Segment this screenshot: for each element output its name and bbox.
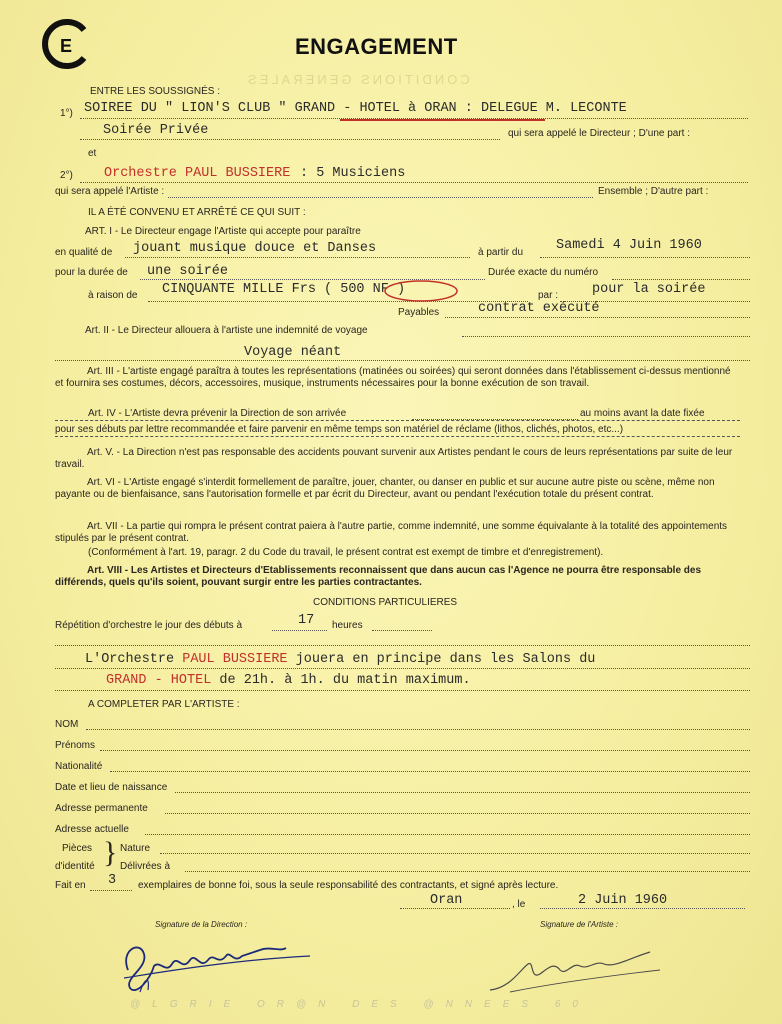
partir-label: à partir du — [478, 247, 524, 258]
repetition-rule — [272, 630, 327, 631]
conditions-rule3 — [55, 690, 750, 691]
duree-exacte-label: Durée exacte du numéro — [488, 267, 599, 278]
svg-text:E: E — [59, 36, 73, 56]
fait-value: 3 — [108, 873, 117, 888]
payables-label: Payables — [398, 307, 440, 318]
party1-text: SOIREE DU " LION'S CLUB " GRAND - HOTEL à ORAN : DELEGUE M. LECONTE — [84, 101, 627, 116]
agency-logo-icon — [38, 16, 94, 72]
entre-label: ENTRE LES SOUSSIGNÉS : — [90, 86, 221, 97]
art2-rule2 — [55, 360, 750, 361]
party2-prefix: qui sera appelé l'Artiste : — [55, 186, 165, 197]
par-value: pour la soirée — [592, 282, 706, 297]
place-rule — [400, 908, 510, 909]
art4-dash-bottom — [55, 436, 740, 437]
par-label: par : — [538, 290, 559, 301]
prenoms-label: Prénoms — [55, 740, 96, 751]
partir-value: Samedi 4 Juin 1960 — [556, 238, 702, 253]
nationalite-label: Nationalité — [55, 761, 103, 772]
artist-signature-icon — [480, 940, 680, 1000]
red-circle-annotation — [383, 279, 463, 303]
adresse-act-field[interactable] — [145, 834, 750, 835]
sig-artiste-label: Signature de l'Artiste : — [540, 920, 619, 929]
duree-value: une soirée — [147, 264, 229, 279]
partir-rule — [540, 257, 750, 258]
fait-rule — [90, 890, 132, 891]
ghost-text: CONDITIONS GENERALES — [245, 72, 470, 87]
duree-exacte-rule — [612, 279, 750, 280]
party1-line2: Soirée Privée — [103, 123, 209, 138]
delivrees-label: Délivrées à — [120, 861, 171, 872]
party2-extra: : 5 Musiciens — [300, 166, 406, 181]
party1-suffix: qui sera appelé le Directeur ; D'une part : — [508, 128, 691, 139]
party2-line2-rule — [168, 197, 593, 198]
et-label: et — [88, 148, 97, 159]
art7-note: (Conformément à l'art. 19, paragr. 2 du Code du travail, le présent contrat est exempt de timbre et d'enregistrement). — [88, 547, 604, 558]
heures-rule — [372, 630, 432, 631]
payables-value: contrat exécuté — [478, 301, 600, 316]
art2-value: Voyage néant — [244, 345, 342, 360]
art4-line2: pour ses débuts par lettre recommandée et faire parvenir en même temps son matériel de réclame (lithos, clichés, photos, etc...) — [55, 424, 624, 435]
date-rule — [540, 908, 745, 909]
art6-text: Art. VI - L'Artiste engagé s'interdit formellement de paraître, jouer, chanter, ou danser en public et sur aucune autre piste ou scène, même non payante ou de bienfaisance, sans l'autorisation formelle et par écrit du Directeur, avant ou pendant l'exécution totale du présent contrat. — [55, 477, 715, 500]
red-underline — [340, 119, 545, 121]
heures-label: heures — [332, 620, 363, 631]
repetition-label: Répétition d'orchestre le jour des débuts à — [55, 620, 243, 631]
art3-text: Art. III - L'artiste engagé paraîtra à toutes les représentations (matinées ou soirées) qui seront données dans l'établissement ci-dessus mentionné et fournira ses costumes, décors, accessoires, musique, instruments nécessaires pour la bonne exécution de son travail. — [55, 366, 731, 389]
direction-signature-icon — [110, 930, 320, 1000]
adresse-perm-field[interactable] — [165, 813, 750, 814]
repetition-value: 17 — [298, 613, 315, 628]
nature-field[interactable] — [160, 853, 750, 854]
watermark: @LGRIE OR@N DES @NNEES 60 — [130, 999, 590, 1010]
pieces-label: Pièces — [62, 843, 93, 854]
nom-label: NOM — [55, 719, 79, 730]
party1-line — [80, 118, 748, 119]
identite-label: d'identité — [55, 861, 95, 872]
payables-rule — [445, 317, 750, 318]
naissance-field[interactable] — [175, 792, 750, 793]
art2-rule — [462, 336, 750, 337]
conditions-rule2 — [55, 668, 750, 669]
nom-field[interactable] — [86, 729, 750, 730]
place-value: Oran — [430, 893, 463, 908]
art4-line1b: au moins avant la date fixée — [580, 408, 705, 419]
art1-label: ART. I - Le Directeur engage l'Artiste qui accepte pour paraître — [85, 226, 361, 237]
pieces-brace: } — [103, 836, 118, 869]
party1-line2-rule — [80, 139, 500, 140]
date-value: 2 Juin 1960 — [578, 893, 668, 908]
party2-name: Orchestre PAUL BUSSIERE — [104, 166, 291, 181]
art7-text: Art. VII - La partie qui rompra le présent contrat paiera à l'autre partie, comme indemnité, une somme équivalante à la totalité des appointements stipulés par le présent contrat. — [55, 521, 728, 544]
naissance-label: Date et lieu de naissance — [55, 782, 168, 793]
nature-label: Nature — [120, 843, 151, 854]
prenoms-field[interactable] — [100, 750, 750, 751]
art8-text: Art. VIII - Les Artistes et Directeurs d'Etablissements reconnaissent que dans aucun cas l'Agence ne pourra être responsable des différends, quels qu'ils soient, pouvant surgir entre les parties contractantes. — [55, 565, 702, 588]
convenu-heading: IL A ÉTÉ CONVENU ET ARRÊTÉ CE QUI SUIT : — [88, 207, 306, 218]
party1-number: 1°) — [60, 108, 73, 119]
document-title: ENGAGEMENT — [295, 34, 458, 59]
adresse-act-label: Adresse actuelle — [55, 824, 129, 835]
conditions-line2: GRAND - HOTEL de 21h. à 1h. du matin maximum. — [106, 673, 471, 688]
fait-text: exemplaires de bonne foi, sous la seule responsabilité des contractants, et signé après lecture. — [138, 880, 559, 891]
party2-line — [80, 182, 748, 183]
delivrees-field[interactable] — [185, 871, 750, 872]
raison-value: CINQUANTE MILLE Frs ( 500 NF ) — [162, 282, 406, 297]
nationalite-field[interactable] — [110, 771, 750, 772]
qualite-value: jouant musique douce et Danses — [133, 241, 377, 256]
party2-suffix: Ensemble ; D'autre part : — [598, 186, 709, 197]
fait-label: Fait en — [55, 880, 86, 891]
art5-text: Art. V. - La Direction n'est pas responsable des accidents pouvant survenir aux Artistes pendant le cours de leurs représentations par suite de leur travail. — [55, 447, 733, 470]
art2-label: Art. II - Le Directeur allouera à l'artiste une indemnité de voyage — [85, 325, 368, 336]
conditions-rule1 — [55, 645, 750, 646]
conditions-title: CONDITIONS PARTICULIERES — [313, 597, 458, 608]
qualite-label: en qualité de — [55, 247, 113, 258]
party2-number: 2°) — [60, 170, 73, 181]
le-label: , le — [512, 899, 526, 910]
raison-rule — [148, 301, 528, 302]
sig-direction-label: Signature de la Direction : — [155, 920, 248, 929]
adresse-perm-label: Adresse permanente — [55, 803, 148, 814]
qualite-rule — [125, 257, 470, 258]
conditions-line1: L'Orchestre PAUL BUSSIERE jouera en principe dans les Salons du — [85, 652, 596, 667]
art4-line1a: Art. IV - L'Artiste devra prévenir la Direction de son arrivée — [88, 408, 347, 419]
duree-label: pour la durée de — [55, 267, 128, 278]
artiste-fields-title: A COMPLETER PAR L'ARTISTE : — [88, 699, 240, 710]
raison-label: à raison de — [88, 290, 138, 301]
art4-dash-top — [55, 420, 740, 421]
